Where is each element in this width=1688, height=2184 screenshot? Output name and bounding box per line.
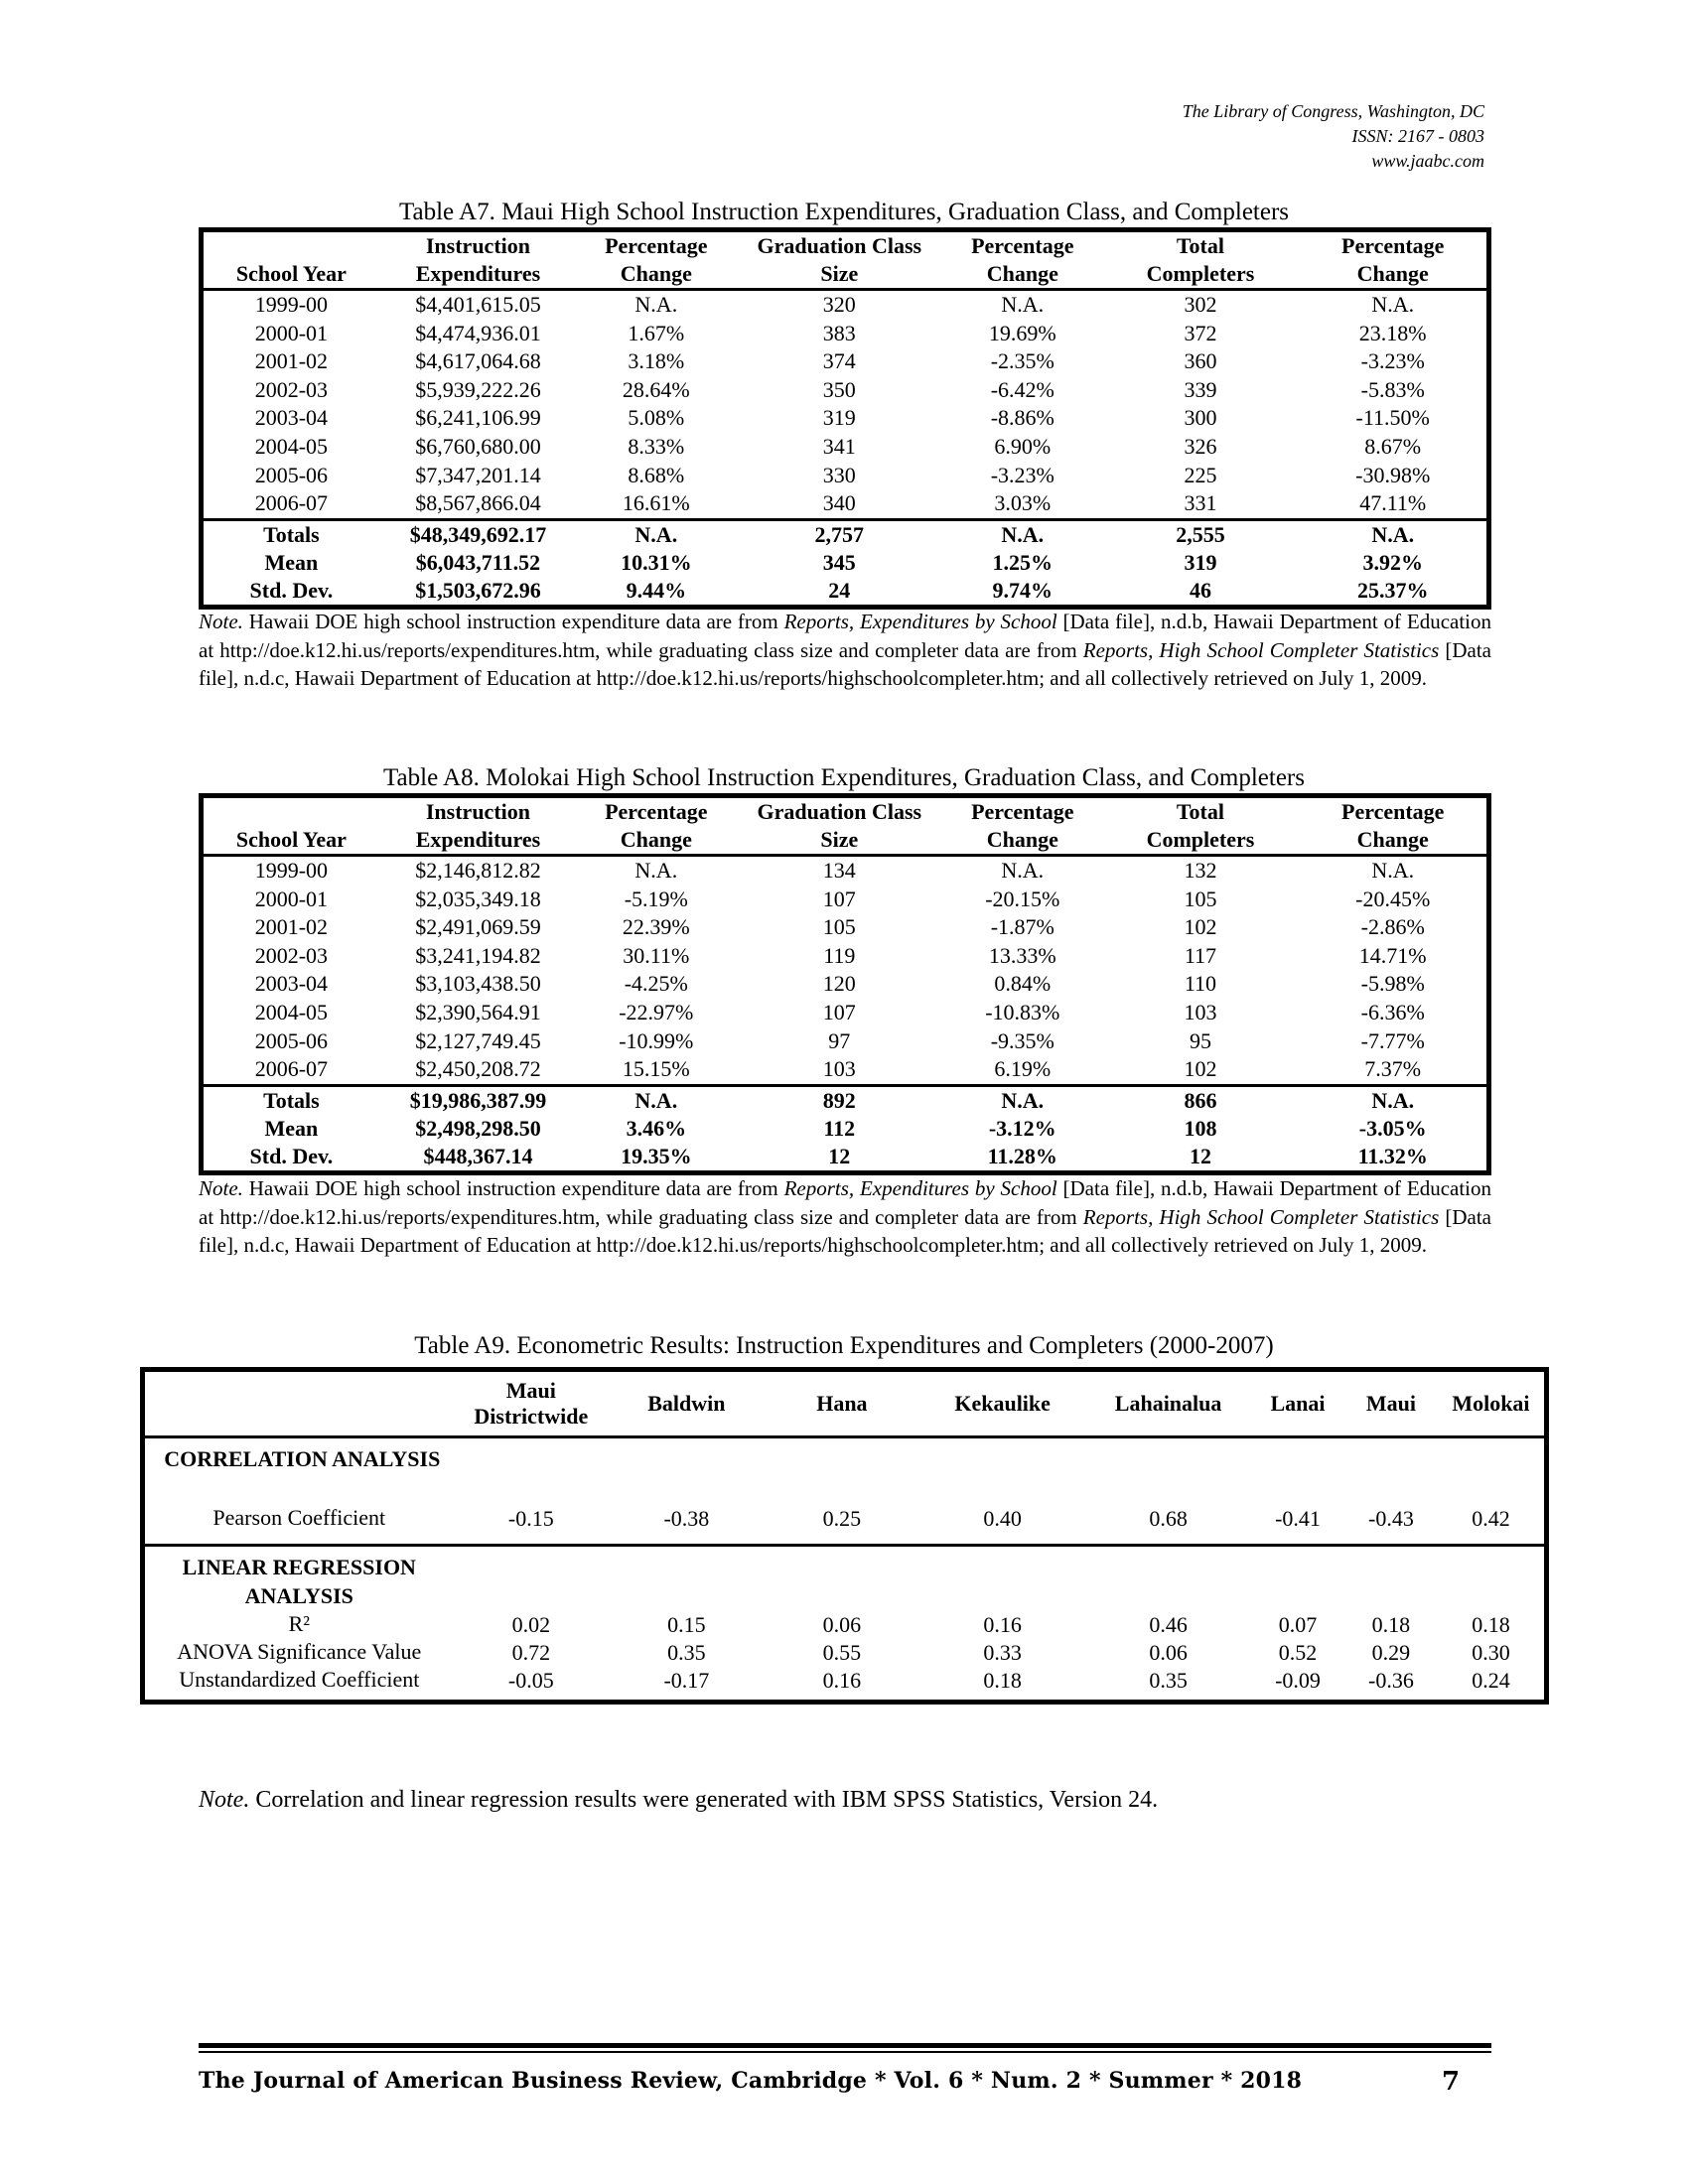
column-header: Instruction	[425, 799, 530, 824]
table-cell: 103	[1184, 999, 1217, 1024]
table-cell: 2003-04	[254, 405, 329, 431]
summary-cell: $2,498,298.50	[415, 1115, 541, 1141]
table-cell: 47.11%	[1359, 490, 1427, 516]
table-cell: -3.23%	[1360, 348, 1425, 374]
section-title-regression: LINEAR REGRESSION ANALYSIS	[143, 1545, 454, 1610]
row-label: Unstandardized Coefficient	[179, 1666, 420, 1692]
table-row	[202, 942, 1489, 971]
value-cell: 0.15	[667, 1611, 706, 1637]
summary-cell: -3.12%	[988, 1115, 1056, 1141]
table-cell: 341	[822, 433, 856, 459]
column-header: Size	[736, 260, 944, 290]
table-cell: 97	[828, 1027, 851, 1053]
column-header: Expenditures	[379, 826, 577, 856]
col-header: Lahainalua	[1085, 1370, 1251, 1437]
summary-cell: $448,367.14	[423, 1143, 533, 1168]
section-title-correlation: CORRELATION ANALYSIS	[164, 1446, 441, 1471]
table-cell: N.A.	[634, 858, 678, 883]
table-cell: $4,617,064.68	[415, 348, 541, 374]
table-cell: 2004-05	[254, 999, 329, 1024]
table-cell: $4,401,615.05	[415, 292, 541, 317]
summary-cell: 11.32%	[1357, 1143, 1428, 1168]
column-header: Percentage	[605, 799, 708, 824]
summary-cell: Std. Dev.	[249, 1143, 334, 1168]
summary-cell: 108	[1184, 1115, 1217, 1141]
column-header: Graduation Class	[757, 799, 922, 824]
table-a9-caption: Table A9. Econometric Results: Instruction Expenditures and Completers (2000-2007)	[414, 1332, 1274, 1359]
column-header: Change	[1299, 260, 1488, 290]
table-a9-header-row	[143, 1370, 1547, 1437]
table-cell: 2006-07	[254, 1056, 329, 1082]
value-cell: 0.02	[511, 1611, 551, 1637]
table-cell: N.A.	[634, 292, 678, 317]
summary-cell: 46	[1189, 577, 1211, 603]
table-cell: 1.67%	[628, 320, 685, 345]
col-header: Molokai	[1438, 1370, 1547, 1437]
col-header: Baldwin	[609, 1370, 765, 1437]
table-cell: 3.03%	[994, 490, 1052, 516]
column-header: Change	[943, 260, 1101, 290]
table-row	[202, 404, 1489, 433]
table-row	[202, 856, 1489, 886]
section-row-correlation	[143, 1437, 1547, 1474]
table-cell: 134	[822, 858, 856, 883]
summary-cell: $19,986,387.99	[379, 1085, 577, 1115]
table-cell: -20.15%	[985, 886, 1060, 911]
table-cell: 107	[822, 886, 856, 911]
table-row-anova	[143, 1638, 1547, 1666]
table-cell: 326	[1184, 433, 1217, 459]
header-website: www.jaabc.com	[1371, 151, 1484, 171]
column-header: Change	[1299, 826, 1488, 856]
table-cell: 102	[1184, 914, 1217, 940]
table-cell: $4,474,936.01	[415, 320, 541, 345]
table-cell: 0.84%	[994, 971, 1052, 997]
table-a7-caption: Table A7. Maui High School Instruction Expenditures, Graduation Class, and Completers	[398, 199, 1290, 225]
table-cell: 2001-02	[254, 348, 329, 374]
summary-cell: N.A.	[1299, 519, 1488, 549]
summary-cell: N.A.	[943, 1085, 1101, 1115]
table-cell: 105	[1184, 886, 1217, 911]
table-cell: -4.25%	[624, 971, 688, 997]
summary-cell: 9.44%	[626, 577, 687, 603]
table-row	[202, 886, 1489, 914]
value-cell: 0.06	[822, 1611, 862, 1637]
table-cell: $7,347,201.14	[415, 462, 541, 487]
table-cell: -22.97%	[619, 999, 694, 1024]
value-cell: 0.35	[667, 1639, 706, 1665]
table-cell: 132	[1184, 858, 1217, 883]
header-row	[202, 230, 1489, 261]
table-a8-header	[202, 796, 1489, 856]
table-cell: -11.50%	[1355, 405, 1430, 431]
column-header: Graduation Class	[757, 233, 922, 258]
table-cell: 339	[1184, 376, 1217, 402]
table-cell: 119	[823, 942, 856, 968]
header-row	[202, 796, 1489, 827]
column-header: Percentage	[1341, 799, 1445, 824]
table-cell: $2,390,564.91	[415, 999, 541, 1024]
table-a9-body	[143, 1437, 1547, 1703]
table-cell: -8.86%	[990, 405, 1055, 431]
table-cell: 383	[822, 320, 856, 345]
table-cell: $6,760,680.00	[415, 433, 541, 459]
table-a7-header	[202, 230, 1489, 290]
table-cell: 372	[1184, 320, 1217, 345]
summary-cell: 24	[828, 577, 851, 603]
value-cell: -0.41	[1275, 1505, 1321, 1531]
value-cell: 0.46	[1149, 1611, 1188, 1637]
value-cell: 0.29	[1371, 1639, 1411, 1665]
table-cell: 350	[822, 376, 856, 402]
summary-cell: 1.25%	[992, 549, 1054, 575]
table-cell: 331	[1184, 490, 1217, 516]
table-cell: 2000-01	[254, 320, 329, 345]
table-cell: $8,567,866.04	[415, 490, 541, 516]
section-row-regression	[143, 1545, 1547, 1610]
table-row	[202, 1055, 1489, 1085]
table-cell: -30.98%	[1355, 462, 1431, 487]
value-cell: 0.40	[983, 1505, 1022, 1531]
value-cell: -0.43	[1368, 1505, 1414, 1531]
table-cell: 2004-05	[254, 433, 329, 459]
table-row	[202, 1027, 1489, 1056]
value-cell: 0.07	[1278, 1611, 1318, 1637]
table-row	[202, 462, 1489, 490]
table-cell: 28.64%	[622, 376, 690, 402]
summary-cell: 345	[822, 549, 856, 575]
table-cell: $6,241,106.99	[415, 405, 541, 431]
column-header: School Year	[202, 826, 379, 856]
table-cell: 14.71%	[1358, 942, 1427, 968]
table-a7	[199, 227, 1491, 610]
table-cell: -5.83%	[1360, 376, 1425, 402]
summary-cell: 12	[1189, 1143, 1211, 1168]
table-cell: 6.19%	[994, 1056, 1052, 1082]
table-cell: 225	[1184, 462, 1217, 487]
table-cell: $2,146,812.82	[415, 858, 541, 883]
column-header: Size	[736, 826, 944, 856]
row-label: Pearson Coefficient	[212, 1504, 386, 1530]
table-cell: 8.33%	[628, 433, 685, 459]
summary-cell: Std. Dev.	[249, 577, 334, 603]
table-cell: $2,127,749.45	[415, 1027, 541, 1053]
value-cell: 0.25	[822, 1505, 862, 1531]
table-cell: $3,103,438.50	[415, 971, 541, 997]
value-cell: 0.18	[1371, 1611, 1411, 1637]
table-cell: 2001-02	[254, 914, 329, 940]
value-cell: 0.18	[983, 1667, 1022, 1693]
column-header	[202, 230, 379, 261]
value-cell: 0.16	[983, 1611, 1022, 1637]
table-cell: 300	[1184, 405, 1217, 431]
table-cell: 120	[822, 971, 856, 997]
summary-cell: 12	[828, 1143, 851, 1168]
header-publisher: The Library of Congress, Washington, DC	[1182, 101, 1484, 121]
table-cell: 102	[1184, 1056, 1217, 1082]
table-row-coefficient	[143, 1666, 1547, 1703]
table-cell: $2,035,349.18	[415, 886, 541, 911]
table-cell: 374	[822, 348, 856, 374]
table-cell: 103	[822, 1056, 856, 1082]
table-cell: -2.86%	[1360, 914, 1425, 940]
summary-cell: N.A.	[1299, 1085, 1488, 1115]
column-header: Percentage	[971, 233, 1074, 258]
column-header: Total	[1176, 799, 1224, 824]
summary-cell: 11.28%	[987, 1143, 1057, 1168]
summary-cell: 3.92%	[1362, 549, 1423, 575]
value-cell: 0.18	[1472, 1611, 1510, 1637]
table-cell: 110	[1184, 971, 1217, 997]
footer-rule	[199, 2043, 1491, 2048]
summary-row	[202, 1143, 1489, 1173]
summary-cell: Mean	[264, 549, 319, 575]
summary-cell: $6,043,711.52	[415, 549, 541, 575]
value-cell: 0.72	[511, 1639, 551, 1665]
table-a7-summary	[202, 519, 1489, 607]
table-cell: $2,450,208.72	[415, 1056, 541, 1082]
table-row	[202, 913, 1489, 942]
table-cell: N.A.	[1371, 292, 1415, 317]
value-cell: 0.55	[822, 1639, 862, 1665]
table-row	[202, 320, 1489, 348]
table-cell: -9.35%	[990, 1027, 1055, 1053]
summary-cell: 892	[736, 1085, 944, 1115]
table-a8-note: Note. Hawaii DOE high school instruction expenditure data are from Reports, Expenditures by School [Data file], n.d.b, Hawaii Department of Education at http://doe.k12.hi.us/reports/expenditures.htm, while graduating class size and completer data are from Reports, High School Completer Statistics [Data file], n.d.c, Hawaii Department of Education at http://doe.k12.hi.us/reports/highschoolcompleter.htm; and all collectively retrieved on July 1, 2009.	[199, 1176, 1492, 1257]
table-a8-caption: Table A8. Molokai High School Instruction Expenditures, Graduation Class, and Completers	[383, 764, 1305, 791]
table-cell: 2003-04	[254, 971, 329, 997]
table-cell: -6.36%	[1360, 999, 1425, 1024]
column-header: Change	[577, 826, 735, 856]
table-cell: -5.98%	[1360, 971, 1425, 997]
table-row	[202, 999, 1489, 1027]
row-label: ANOVA Significance Value	[177, 1638, 422, 1664]
summary-cell: 9.74%	[992, 577, 1054, 603]
table-cell: 319	[822, 405, 856, 431]
table-a8-summary	[202, 1085, 1489, 1172]
summary-cell: N.A.	[577, 519, 735, 549]
table-cell: 22.39%	[622, 914, 690, 940]
value-cell: -0.17	[663, 1667, 710, 1693]
table-a8-body	[202, 856, 1489, 1086]
value-cell: -0.38	[663, 1505, 710, 1531]
table-cell: 30.11%	[623, 942, 690, 968]
value-cell: 0.68	[1149, 1505, 1188, 1531]
table-cell: 16.61%	[622, 490, 690, 516]
table-a7-note: Note. Hawaii DOE high school instruction expenditure data are from Reports, Expenditures by School [Data file], n.d.b, Hawaii Department of Education at http://doe.k12.hi.us/reports/expenditures.htm, while graduating class size and completer data are from Reports, High School Completer Statistics [Data file], n.d.c, Hawaii Department of Education at http://doe.k12.hi.us/reports/highschoolcompleter.htm; and all collectively retrieved on July 1, 2009.	[199, 610, 1492, 690]
header-issn: ISSN: 2167 - 0803	[1351, 126, 1484, 146]
value-cell: 0.52	[1278, 1639, 1318, 1665]
table-row	[202, 970, 1489, 999]
table-row	[202, 347, 1489, 376]
table-row	[202, 376, 1489, 405]
table-cell: -10.99%	[619, 1027, 694, 1053]
table-cell: 8.68%	[628, 462, 685, 487]
col-header: Kekaulike	[919, 1370, 1085, 1437]
table-cell: N.A.	[1001, 292, 1045, 317]
table-a8	[199, 793, 1491, 1175]
value-cell: 0.30	[1472, 1639, 1510, 1665]
summary-cell: Mean	[264, 1115, 319, 1141]
summary-cell: 19.35%	[621, 1143, 692, 1168]
table-cell: 2002-03	[254, 376, 329, 402]
table-cell: 302	[1184, 292, 1217, 317]
table-cell: 13.33%	[988, 942, 1056, 968]
footer-rule	[199, 2051, 1491, 2053]
column-header: Change	[577, 260, 735, 290]
table-row-r2	[143, 1610, 1547, 1638]
table-cell: -5.19%	[624, 886, 688, 911]
table-cell: 2002-03	[254, 942, 329, 968]
table-cell: 2000-01	[254, 886, 329, 911]
column-header: Percentage	[971, 799, 1074, 824]
table-cell: -3.23%	[990, 462, 1055, 487]
table-cell: 2005-06	[254, 462, 329, 487]
table-a9	[140, 1367, 1549, 1705]
summary-cell: 319	[1184, 549, 1217, 575]
column-header	[202, 796, 379, 827]
page-number: 7	[1442, 2067, 1461, 2097]
table-cell: -2.35%	[990, 348, 1055, 374]
value-cell: 0.24	[1472, 1667, 1510, 1693]
table-cell: -7.77%	[1360, 1027, 1425, 1053]
column-header: Completers	[1101, 826, 1299, 856]
table-cell: 8.67%	[1364, 433, 1422, 459]
table-cell: 2005-06	[254, 1027, 329, 1053]
table-cell: 1999-00	[254, 858, 329, 883]
table-cell: 95	[1189, 1027, 1211, 1053]
column-header: Percentage	[605, 233, 708, 258]
table-cell: 7.37%	[1364, 1056, 1422, 1082]
value-cell: -0.15	[507, 1505, 554, 1531]
column-header: Expenditures	[379, 260, 577, 290]
table-a9-note: Note. Correlation and linear regression results were generated with IBM SPSS Statistics, Version 24.	[199, 1787, 1159, 1813]
table-cell: N.A.	[1001, 858, 1045, 883]
table-row-pearson	[143, 1473, 1547, 1545]
table-cell: -10.83%	[985, 999, 1060, 1024]
column-header: Percentage	[1341, 233, 1445, 258]
col-header: Maui	[1344, 1370, 1438, 1437]
value-cell: -0.09	[1275, 1667, 1321, 1693]
summary-cell: Totals	[202, 519, 379, 549]
summary-cell: 112	[823, 1115, 856, 1141]
col-header: Hana	[765, 1370, 920, 1437]
header-row	[202, 260, 1489, 290]
summary-row	[202, 1115, 1489, 1143]
summary-cell: Totals	[202, 1085, 379, 1115]
table-a7-body	[202, 290, 1489, 520]
summary-row	[202, 1085, 1489, 1115]
summary-row	[202, 577, 1489, 608]
table-cell: 107	[822, 999, 856, 1024]
column-header: Completers	[1101, 260, 1299, 290]
summary-cell: -3.05%	[1358, 1115, 1427, 1141]
summary-cell: 866	[1101, 1085, 1299, 1115]
summary-cell: $48,349,692.17	[379, 519, 577, 549]
table-cell: 340	[822, 490, 856, 516]
table-cell: 330	[822, 462, 856, 487]
summary-cell: 3.46%	[626, 1115, 687, 1141]
table-cell: 117	[1184, 942, 1217, 968]
table-cell: 3.18%	[628, 348, 685, 374]
summary-cell: $1,503,672.96	[415, 577, 541, 603]
col-header: Maui Districtwide	[454, 1370, 610, 1437]
table-cell: $2,491,069.59	[415, 914, 541, 940]
header-row	[202, 826, 1489, 856]
column-header: Instruction	[425, 233, 530, 258]
table-cell: 2006-07	[254, 490, 329, 516]
table-row	[202, 290, 1489, 320]
summary-cell: 2,757	[736, 519, 944, 549]
table-cell: -1.87%	[990, 914, 1055, 940]
summary-cell: N.A.	[577, 1085, 735, 1115]
summary-row	[202, 549, 1489, 577]
table-cell: $5,939,222.26	[415, 376, 541, 402]
value-cell: 0.33	[983, 1639, 1022, 1665]
value-cell: 0.35	[1149, 1667, 1188, 1693]
summary-cell: 25.37%	[1356, 577, 1429, 603]
table-cell: $3,241,194.82	[415, 942, 541, 968]
table-cell: 105	[822, 914, 856, 940]
table-cell: 1999-00	[254, 292, 329, 317]
table-cell: 320	[822, 292, 856, 317]
column-header: Total	[1176, 233, 1224, 258]
table-cell: 23.18%	[1358, 320, 1427, 345]
table-cell: 360	[1184, 348, 1217, 374]
column-header: Change	[943, 826, 1101, 856]
column-header: School Year	[202, 260, 379, 290]
value-cell: 0.16	[822, 1667, 862, 1693]
row-label: R²	[288, 1610, 310, 1636]
page-header	[1183, 99, 1484, 174]
value-cell: -0.05	[507, 1667, 554, 1693]
table-row	[202, 489, 1489, 519]
table-cell: N.A.	[1371, 858, 1415, 883]
value-cell: 0.06	[1149, 1639, 1188, 1665]
table-a9-corner	[143, 1370, 454, 1437]
table-row	[202, 433, 1489, 462]
table-cell: -20.45%	[1355, 886, 1431, 911]
summary-cell: 10.31%	[621, 549, 692, 575]
summary-cell: N.A.	[943, 519, 1101, 549]
value-cell: 0.42	[1472, 1505, 1510, 1531]
table-cell: -6.42%	[990, 376, 1055, 402]
table-cell: 6.90%	[994, 433, 1052, 459]
summary-row	[202, 519, 1489, 549]
table-cell: 19.69%	[988, 320, 1056, 345]
table-cell: 15.15%	[622, 1056, 690, 1082]
table-cell: 5.08%	[628, 405, 685, 431]
summary-cell: 2,555	[1101, 519, 1299, 549]
value-cell: -0.36	[1368, 1667, 1414, 1693]
footer-journal: The Journal of American Business Review, Cambridge * Vol. 6 * Num. 2 * Summer * 2018	[199, 2068, 1303, 2094]
col-header: Lanai	[1251, 1370, 1344, 1437]
